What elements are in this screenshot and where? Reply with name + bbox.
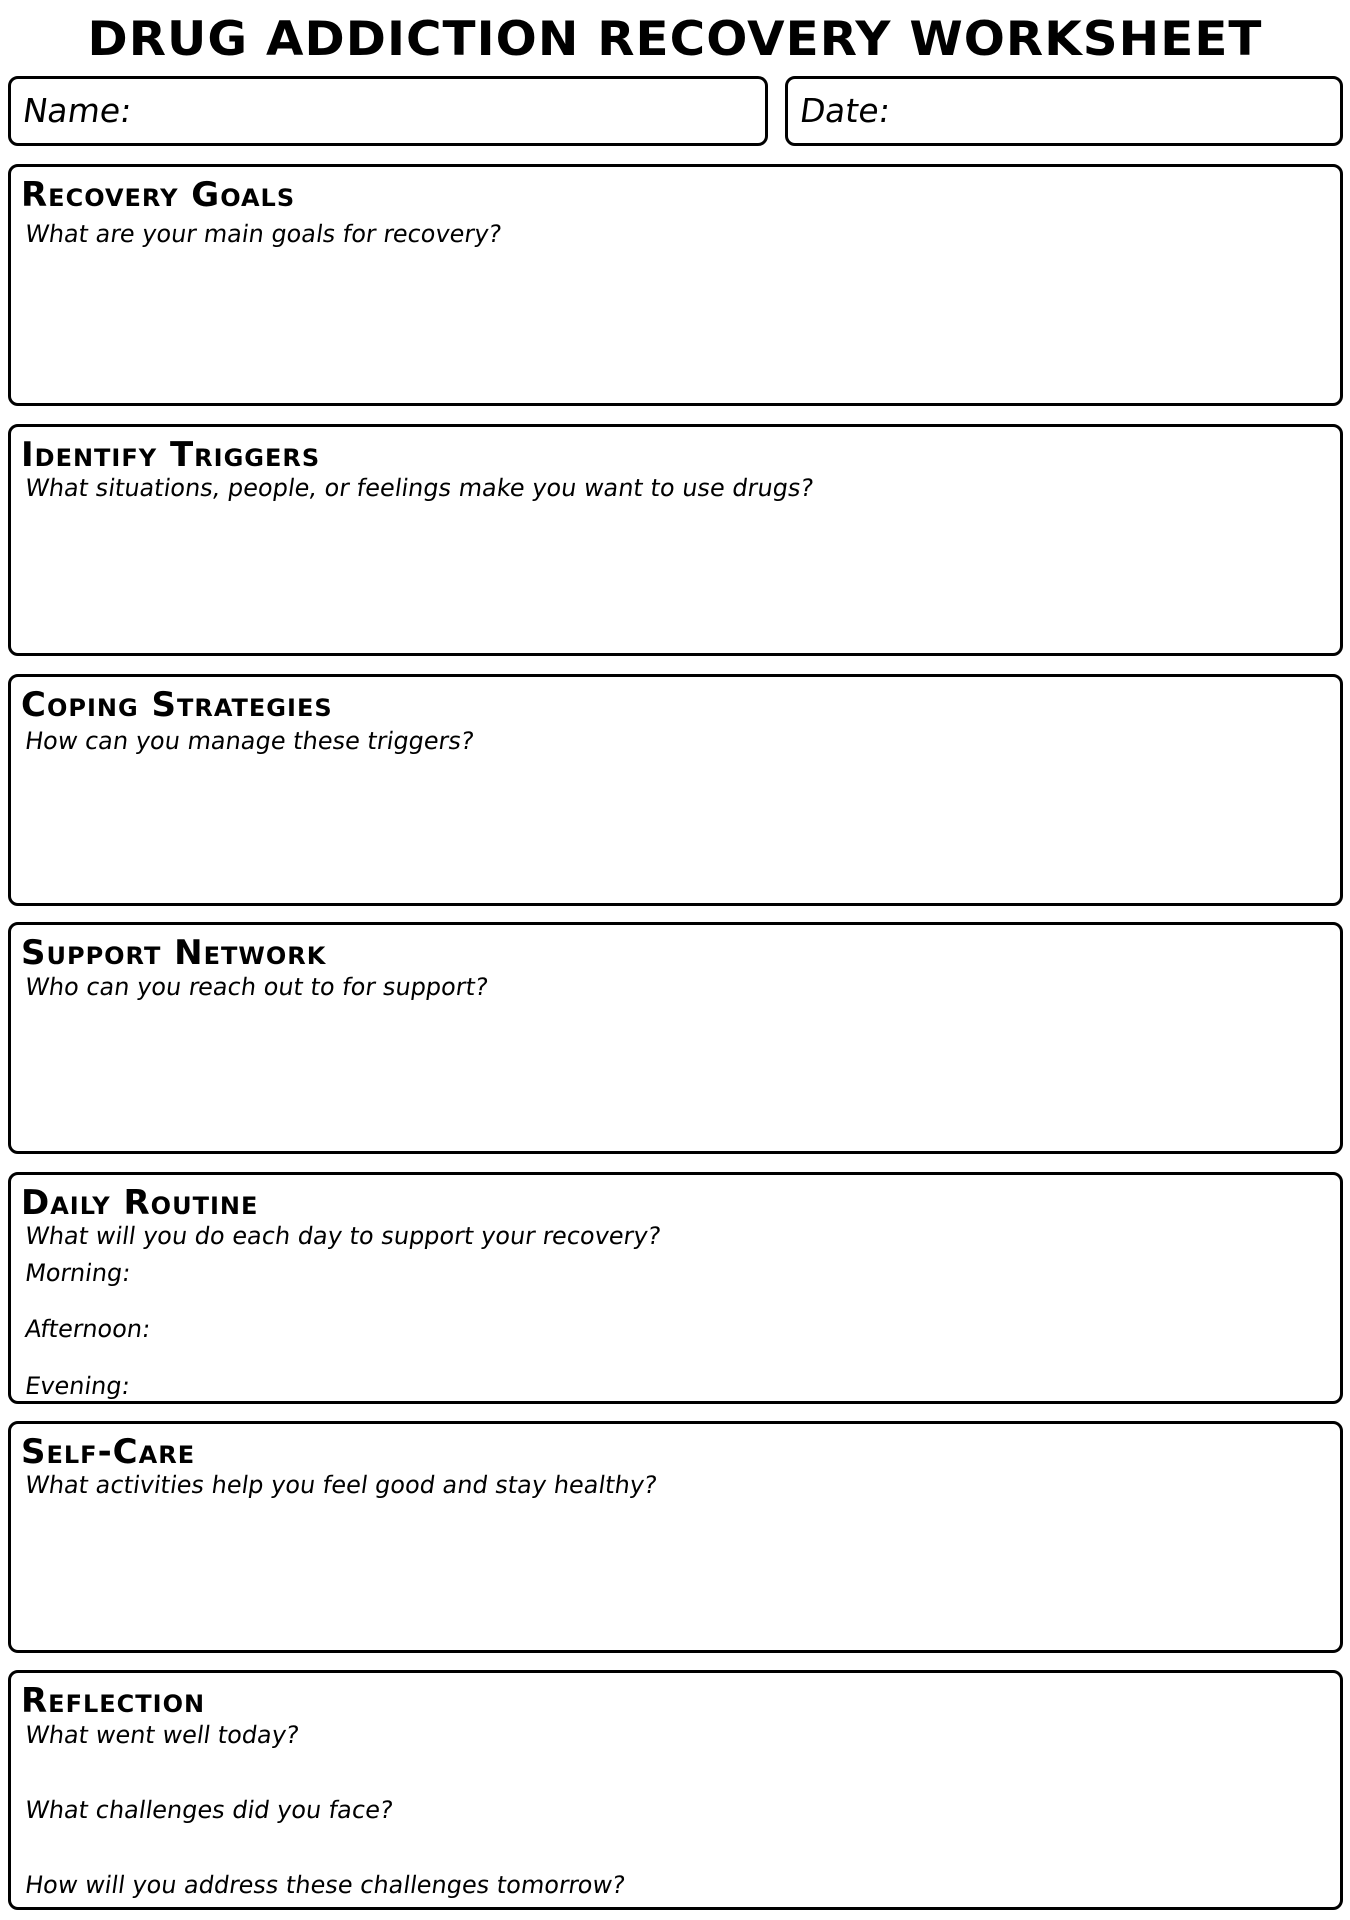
name-field[interactable] xyxy=(8,76,768,146)
morning-label: Morning: xyxy=(23,1259,133,1287)
section-self-care[interactable] xyxy=(8,1421,1343,1653)
date-field[interactable] xyxy=(785,76,1343,146)
section-prompt: How can you manage these triggers? xyxy=(23,727,476,755)
evening-label: Evening: xyxy=(23,1372,132,1400)
section-heading: Support Network xyxy=(21,933,327,973)
worksheet-title: DRUG ADDICTION RECOVERY WORKSHEET xyxy=(87,12,1263,67)
name-label: Name: xyxy=(20,91,135,130)
section-prompt: What activities help you feel good and stay healthy? xyxy=(23,1471,659,1499)
reflection-went-well: What went well today? xyxy=(23,1721,301,1749)
section-coping-strategies[interactable] xyxy=(8,674,1343,906)
section-heading: Recovery Goals xyxy=(21,175,296,215)
section-heading: Daily Routine xyxy=(21,1183,259,1223)
reflection-challenges: What challenges did you face? xyxy=(23,1796,395,1824)
section-support-network[interactable] xyxy=(8,922,1343,1154)
section-daily-routine[interactable] xyxy=(8,1172,1343,1404)
date-label: Date: xyxy=(797,91,893,130)
afternoon-label: Afternoon: xyxy=(23,1315,153,1343)
section-prompt: What situations, people, or feelings make you want to use drugs? xyxy=(23,474,816,502)
section-prompt: Who can you reach out to for support? xyxy=(23,973,490,1001)
section-heading: Self-Care xyxy=(21,1432,196,1472)
section-prompt: What will you do each day to support your recovery? xyxy=(23,1222,663,1250)
section-heading: Identify Triggers xyxy=(21,435,321,475)
section-prompt: What are your main goals for recovery? xyxy=(23,220,504,248)
section-reflection[interactable] xyxy=(8,1670,1343,1910)
section-identify-triggers[interactable] xyxy=(8,424,1343,656)
section-heading: Reflection xyxy=(21,1681,206,1721)
section-heading: Coping Strategies xyxy=(21,685,333,725)
reflection-tomorrow: How will you address these challenges tomorrow? xyxy=(23,1871,627,1899)
section-recovery-goals[interactable] xyxy=(8,164,1343,406)
